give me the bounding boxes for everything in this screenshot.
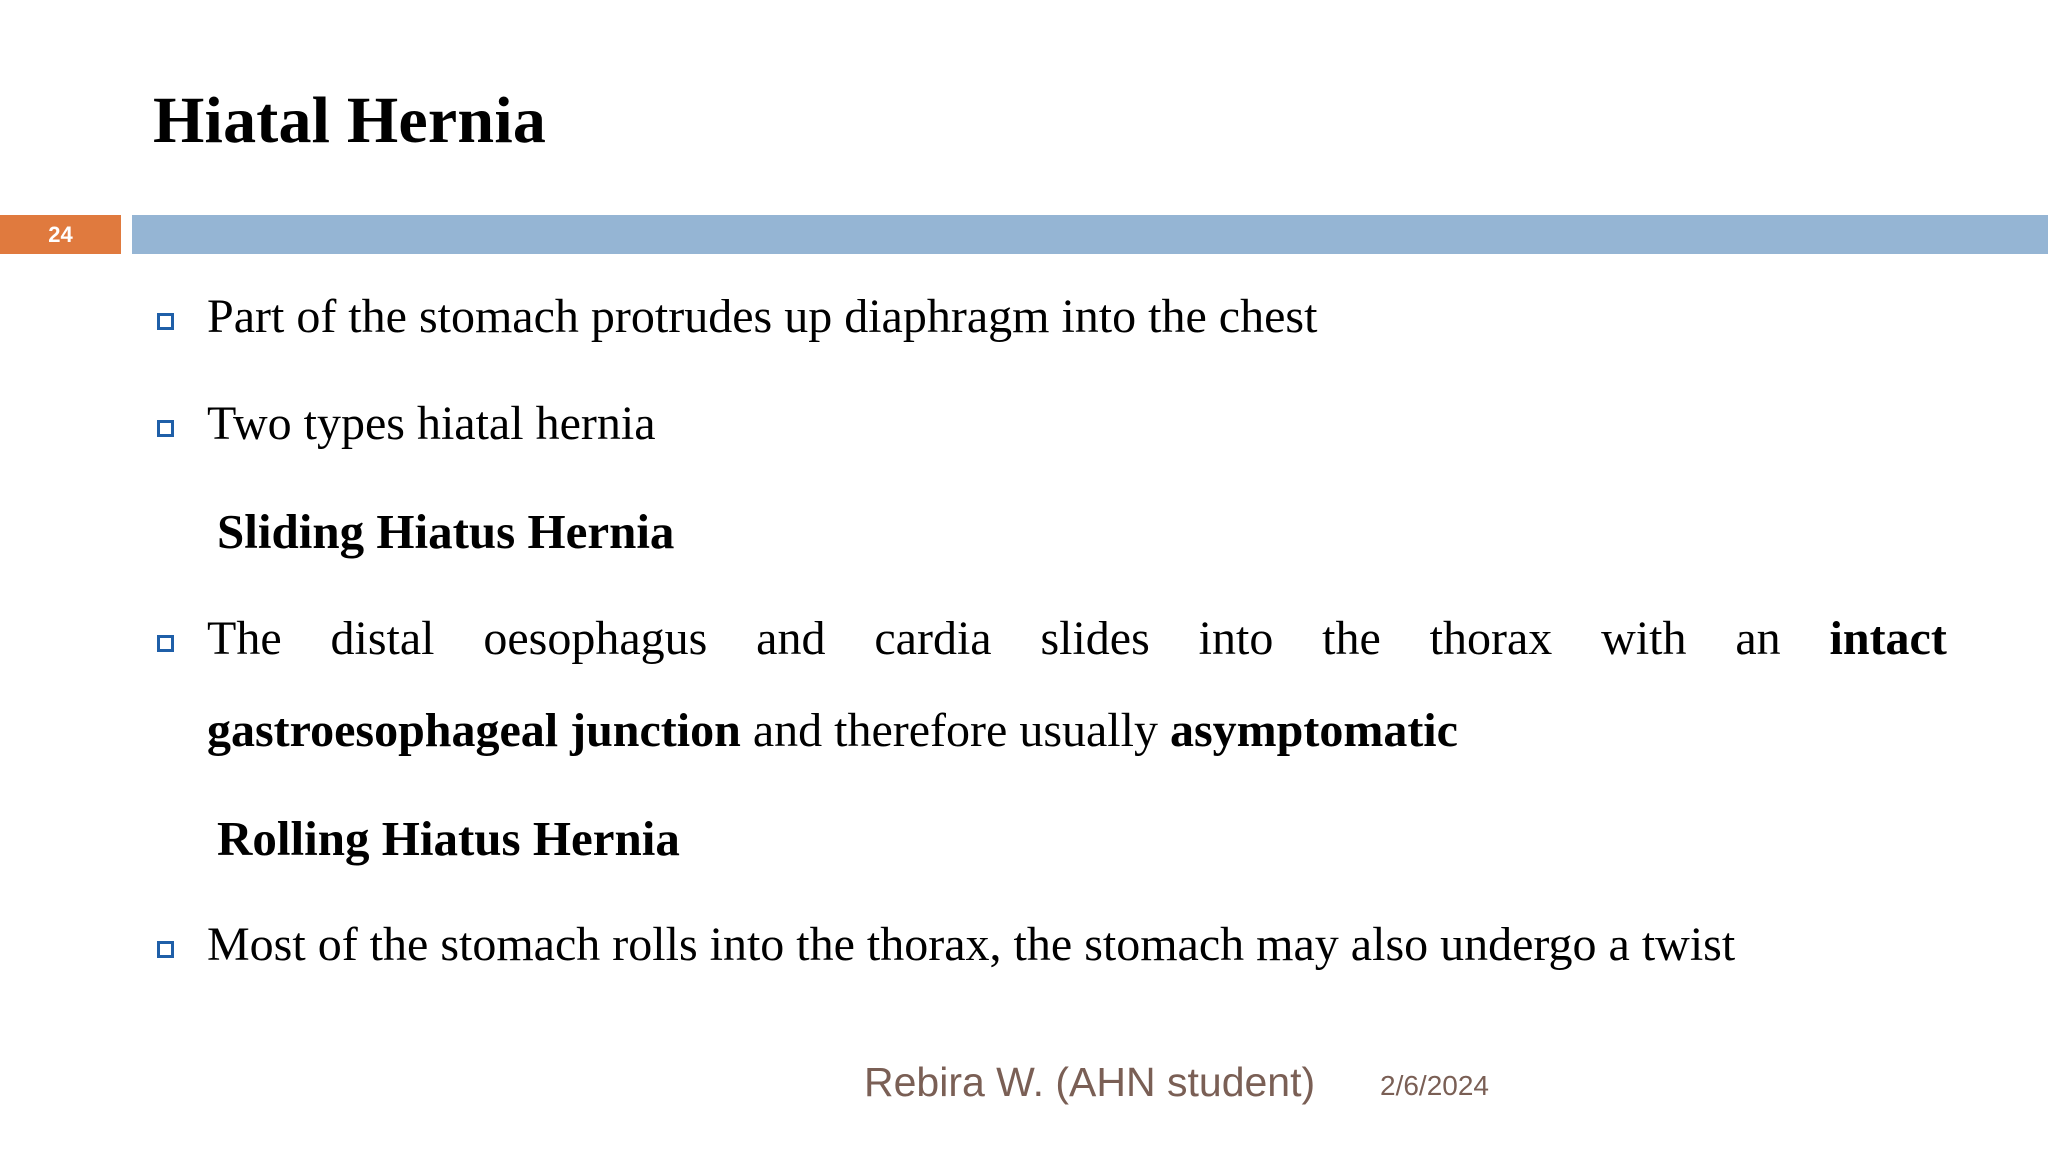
justified-bullet-line xyxy=(207,612,1947,665)
justified-word: an xyxy=(1735,612,1781,665)
justified-word: the xyxy=(1322,612,1381,665)
justified-word: slides xyxy=(1040,612,1150,665)
square-bullet-icon xyxy=(157,941,174,958)
footer-date: 2/6/2024 xyxy=(1380,1070,1489,1101)
slide-title: Hiatal Hernia xyxy=(153,84,547,157)
title-accent-bar xyxy=(132,215,2048,254)
justified-word: cardia xyxy=(874,612,992,665)
square-bullet-icon xyxy=(157,635,174,652)
square-bullet-icon xyxy=(157,313,174,330)
bold-term: asymptomatic xyxy=(1169,704,1458,757)
slide-number: 24 xyxy=(48,221,73,247)
plain-text: and therefore usually xyxy=(740,704,1170,757)
justified-word: intact xyxy=(1829,612,1947,665)
justified-word: with xyxy=(1601,612,1687,665)
justified-word: The xyxy=(207,612,282,665)
bullet-text: Part of the stomach protrudes up diaphragm into the chest xyxy=(207,290,1318,343)
section-heading-rolling: Rolling Hiatus Hernia xyxy=(217,811,680,866)
justified-word: and xyxy=(756,612,826,665)
bullet-text-continuation xyxy=(207,704,1458,757)
bullet-text: Most of the stomach rolls into the thorax, the stomach may also undergo a twist xyxy=(207,918,1736,971)
slide-number-badge xyxy=(0,215,121,254)
footer-author: Rebira W. (AHN student) xyxy=(864,1059,1316,1105)
bold-term: gastroesophageal junction xyxy=(207,704,741,757)
justified-word: distal xyxy=(330,612,435,665)
square-bullet-icon xyxy=(157,420,174,437)
justified-word: oesophagus xyxy=(483,612,708,665)
section-heading-sliding: Sliding Hiatus Hernia xyxy=(217,504,675,559)
justified-word: into xyxy=(1198,612,1274,665)
bullet-text: Two types hiatal hernia xyxy=(207,397,656,450)
justified-word: thorax xyxy=(1429,612,1553,665)
